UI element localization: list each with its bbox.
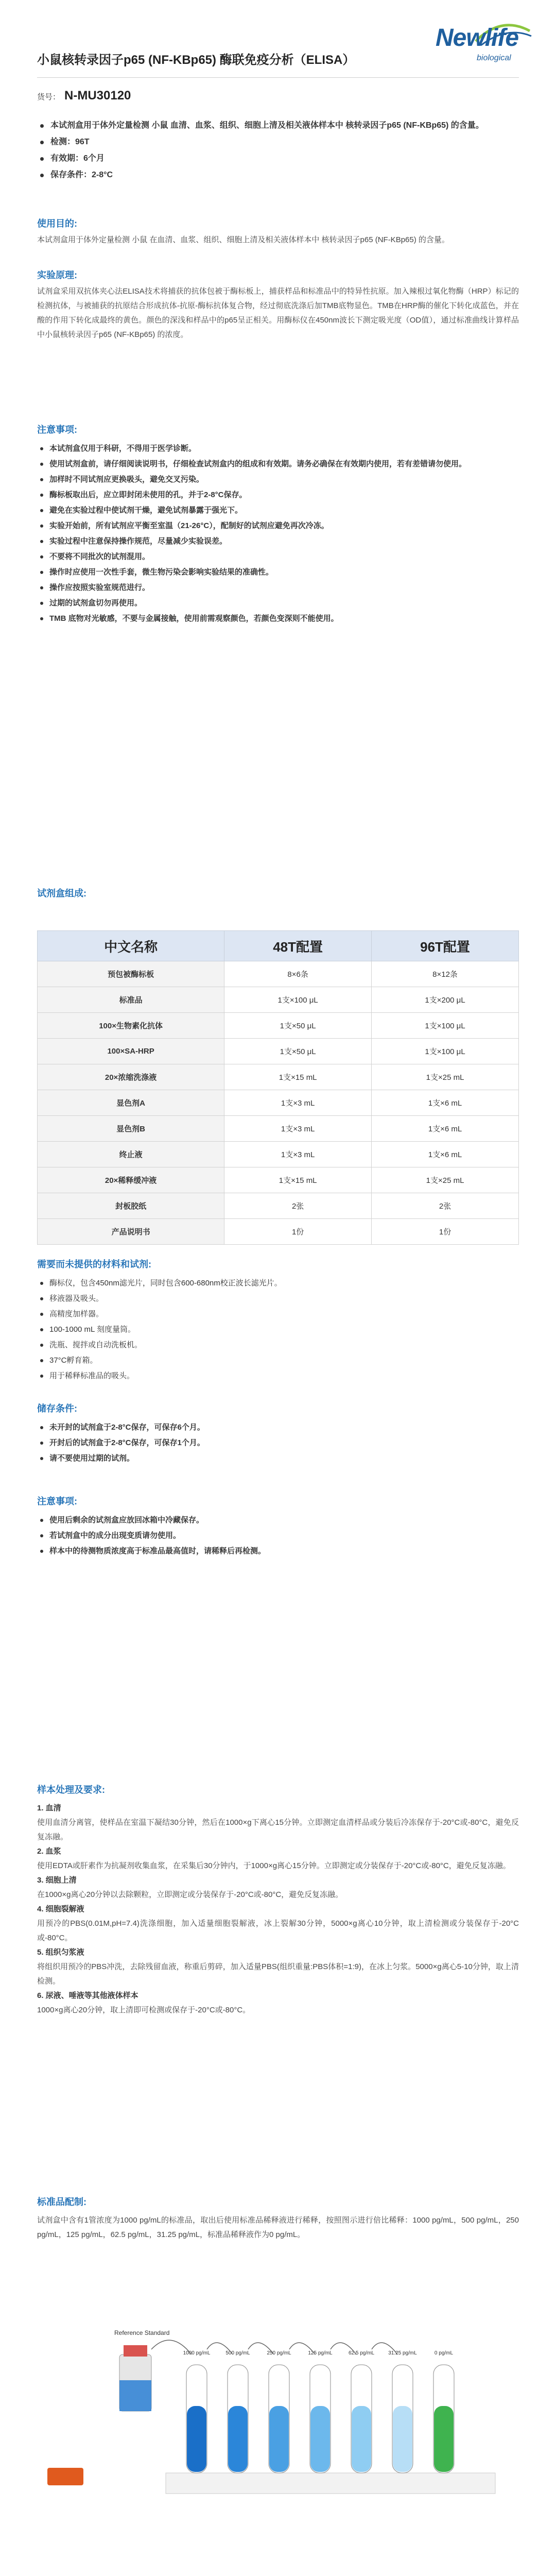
stock-label: Reference Standard [114,2329,170,2336]
std-heading: 标准品配制: [37,2197,86,2207]
principle-text: 试剂盒采用双抗体夹心法ELISA技术将捕获的抗体包被于酶标板上，捕获样品和标准品中的特异性抗原。加入辣根过氧化物酶（HRP）标记的检测抗体，与被捕获的抗原结合形成抗体-抗原-酶标抗体复合物，经过彻底洗涤后加TMB底物显色。TMB在HRP酶的催化下转化成蓝色，并在酸的作用下转化成最终的黄色。颜色的深浅和样品中的p65呈正相关。用酶标仪在450nm波长下测定吸光度（OD值），通过标准曲线计算样品中小鼠核转录因子p65 (NF-KBp65) 的浓度。 [37,287,519,339]
table-row [38,1039,519,1064]
materials-item: 37°C孵育箱。 [37,1353,516,1368]
table-header-row [38,931,519,961]
svg-text:1000 pg/mL: 1000 pg/mL [183,2350,211,2356]
tube-1-icon [183,2350,211,2473]
svg-text:250 pg/mL: 250 pg/mL [267,2350,291,2356]
materials-item: 酶标仪，包含450nm滤光片，同时包含600-680nm校正波长滤光片。 [37,1276,516,1291]
table-cell: 封板胶纸 [38,1193,224,1219]
usage-heading: 使用目的: [37,218,77,229]
table-cell: 100×SA-HRP [38,1039,224,1064]
sample-subheading: 6. 尿液、唾液等其他液体样本 [37,1991,138,2000]
table-cell: 1份 [372,1219,519,1245]
sample-text: 用预冷的PBS(0.01M,pH=7.4)洗涤细胞，加入适量细胞裂解液，冰上裂解30分钟，5000×g离心10分钟，取上清检测或分装保存于-20°C或-80°C。 [37,1919,519,1942]
attention-list [37,1513,516,1559]
table-row [38,1090,519,1116]
sample-subheading: 5. 组织匀浆液 [37,1948,84,1957]
table-row [38,1064,519,1090]
table-row [38,1013,519,1039]
table-row [38,1193,519,1219]
kit-table [37,930,519,1245]
sample-subheading: 3. 细胞上清 [37,1876,77,1885]
keep-item: 开封后的试剂盒于2-8°C保存，可保存1个月。 [37,1435,516,1451]
notice-list [37,441,516,626]
notice-item: 本试剂盒仅用于科研，不得用于医学诊断。 [37,441,516,456]
sample-heading: 样本处理及要求: [37,1785,105,1795]
tube-rack-icon [47,2468,83,2485]
sample-text: 在1000×g离心20分钟以去除颗粒，立即测定或分装保存于-20°C或-80°C，避免反复冻融。 [37,1890,343,1899]
notice-item: 加样时不同试剂应更换吸头，避免交叉污染。 [37,472,516,487]
table-cell: 1支×6 mL [372,1116,519,1142]
notice-item: 不要将不同批次的试剂混用。 [37,549,516,565]
tube-5-icon [349,2350,374,2473]
table-cell: 显色剂A [38,1090,224,1116]
logo-text: Newlife [436,24,519,52]
brand-logo [425,21,528,77]
notice-item: 酶标板取出后，应立即封闭未使用的孔，并于2-8°C保存。 [37,487,516,503]
dilution-diagram [37,2277,519,2524]
svg-text:0 pg/mL: 0 pg/mL [434,2350,454,2356]
table-cell: 20×稀释缓冲液 [38,1167,224,1193]
table-cell: 1份 [224,1219,372,1245]
materials-item: 洗瓶、搅拌或自动洗板机。 [37,1337,516,1353]
attention-item: 若试剂盒中的成分出现变质请勿使用。 [37,1528,516,1544]
kit-heading: 试剂盒组成: [37,888,86,899]
table-cell: 1支×200 μL [372,987,519,1013]
sample-subheading: 2. 血浆 [37,1847,61,1856]
notice-item: 使用试剂盒前，请仔细阅读说明书，仔细检查试剂盒内的组成和有效期。请务必确保在有效期内使用，若有差错请勿使用。 [37,456,516,472]
sample-text: 将组织用预冷的PBS冲洗，去除残留血液，称重后剪碎，加入适量PBS(组织重量:PBS体积=1:9)，在冰上匀浆。5000×g离心5-10分钟，取上清检测。 [37,1962,519,1986]
table-cell: 1支×25 mL [372,1064,519,1090]
intro-item: 检测：96T [37,134,516,150]
table-cell: 20×浓缩洗涤液 [38,1064,224,1090]
divider [37,77,519,78]
sample-subheading: 4. 细胞裂解液 [37,1905,84,1913]
table-cell: 2张 [372,1193,519,1219]
rack-base-icon [166,2473,495,2494]
table-cell: 1支×100 μL [372,1039,519,1064]
table-cell: 1支×25 mL [372,1167,519,1193]
table-row [38,1219,519,1245]
table-cell: 终止液 [38,1142,224,1167]
std-text: 试剂盒中含有1管浓度为1000 pg/mL的标准品，取出后使用标准品稀释液进行稀释，按照图示进行倍比稀释：1000 pg/mL，500 pg/mL，250 pg/mL，125 pg/mL，62.5 pg/mL，31.25 pg/mL，标准品稀释液作为0 pg/mL。 [37,2216,519,2239]
materials-item: 移液器及吸头。 [37,1291,516,1307]
sample-subheading: 1. 血清 [37,1804,61,1812]
table-header-cell: 96T配置 [372,931,519,961]
svg-text:125 pg/mL: 125 pg/mL [308,2350,333,2356]
intro-item: 有效期：6个月 [37,150,516,167]
notice-item: 过期的试剂盒切勿再使用。 [37,596,516,611]
usage-text: 本试剂盒用于体外定量检测 小鼠 在血清、血浆、组织、细胞上清及相关液体样本中 核转录因子p65 (NF-KBp65) 的含量。 [37,235,449,244]
table-cell: 1支×3 mL [224,1116,372,1142]
materials-item: 高精度加样器。 [37,1307,516,1322]
tube-7-icon [433,2350,454,2473]
svg-text:62.5 pg/mL: 62.5 pg/mL [348,2350,375,2356]
notice-item: TMB 底物对光敏感，不要与金属接触，使用前需观察颜色，若颜色变深则不能使用。 [37,611,516,626]
table-header-cell: 中文名称 [38,931,224,961]
table-cell: 1支×100 μL [372,1013,519,1039]
sample-text: 使用血清分离管，使样品在室温下凝结30分钟，然后在1000×g下离心15分钟。立即测定血清样品或分装后冷冻保存于-20°C或-80°C，避免反复冻融。 [37,1818,519,1841]
table-cell: 1支×3 mL [224,1090,372,1116]
notice-heading: 注意事项: [37,425,77,435]
table-cell: 1支×15 mL [224,1167,372,1193]
sample-text: 使用EDTA或肝素作为抗凝剂收集血浆，在采集后30分钟内，于1000×g离心15分钟。立即测定或分装保存于-20°C或-80°C，避免反复冻融。 [37,1861,511,1870]
keep-heading: 储存条件: [37,1403,77,1414]
attention-item: 使用后剩余的试剂盒应放回冰箱中冷藏保存。 [37,1513,516,1528]
keep-item: 请不要使用过期的试剂。 [37,1451,516,1466]
notice-item: 避免在实验过程中使试剂干燥，避免试剂暴露于强光下。 [37,503,516,518]
svg-text:500 pg/mL: 500 pg/mL [225,2350,250,2356]
logo-subtext: biological [477,54,511,62]
tube-3-icon [267,2350,291,2473]
sample-section [37,1801,519,2018]
catalog-number: N-MU30120 [64,89,131,103]
notice-item: 操作时应使用一次性手套，微生物污染会影响实验结果的准确性。 [37,565,516,580]
notice-item: 实验过程中注意保持操作规范，尽量减少实验误差。 [37,534,516,549]
table-cell: 1支×3 mL [224,1142,372,1167]
table-header-cell: 48T配置 [224,931,372,961]
tube-2-icon [225,2350,250,2473]
page-title: 小鼠核转录因子p65 (NF-KBp65) 酶联免疫分析（ELISA） [37,53,355,67]
intro-item: 本试剂盒用于体外定量检测 小鼠 血清、血浆、组织、细胞上清及相关液体样本中 核转录因子p65 (NF-KBp65) 的含量。 [37,117,516,134]
table-cell: 8×6条 [224,961,372,987]
header [0,0,556,77]
intro-item: 保存条件：2-8°C [37,167,516,183]
materials-list [37,1276,516,1384]
attention-item: 样本中的待测物质浓度高于标准品最高值时，请稀释后再检测。 [37,1544,516,1559]
principle-heading: 实验原理: [37,270,77,280]
catalog-label: 货号： [37,93,61,101]
svg-text:31.25 pg/mL: 31.25 pg/mL [388,2350,417,2356]
table-row [38,1116,519,1142]
attention-heading: 注意事项: [37,1496,77,1506]
sample-text: 1000×g离心20分钟，取上清即可检测或保存于-20°C或-80°C。 [37,2006,251,2014]
keep-list [37,1420,516,1466]
tube-4-icon [308,2350,333,2473]
table-cell: 产品说明书 [38,1219,224,1245]
table-cell: 1支×6 mL [372,1090,519,1116]
table-cell: 100×生物素化抗体 [38,1013,224,1039]
table-cell: 1支×15 mL [224,1064,372,1090]
keep-item: 未开封的试剂盒于2-8°C保存，可保存6个月。 [37,1420,516,1435]
table-cell: 1支×50 μL [224,1013,372,1039]
materials-item: 用于稀释标准品的吸头。 [37,1368,516,1384]
table-row [38,1142,519,1167]
stock-cap-icon [124,2345,147,2357]
tube-6-icon [388,2350,417,2473]
materials-heading: 需要而未提供的材料和试剂: [37,1259,151,1269]
catalog-line [37,89,131,103]
table-cell: 1支×100 μL [224,987,372,1013]
table-cell: 8×12条 [372,961,519,987]
table-row [38,1167,519,1193]
table-row [38,961,519,987]
table-cell: 标准品 [38,987,224,1013]
table-cell: 1支×6 mL [372,1142,519,1167]
intro-list [37,117,516,183]
notice-item: 实验开始前，所有试剂应平衡至室温（21-26°C），配制好的试剂应避免再次冷冻。 [37,518,516,534]
table-cell: 预包被酶标板 [38,961,224,987]
dilution-svg [37,2277,519,2524]
materials-item: 100-1000 mL 刻度量筒。 [37,1322,516,1337]
table-cell: 1支×50 μL [224,1039,372,1064]
table-cell: 2张 [224,1193,372,1219]
notice-item: 操作应按照实验室规范进行。 [37,580,516,596]
table-row [38,987,519,1013]
stock-liquid-icon [119,2380,151,2411]
table-cell: 显色剂B [38,1116,224,1142]
